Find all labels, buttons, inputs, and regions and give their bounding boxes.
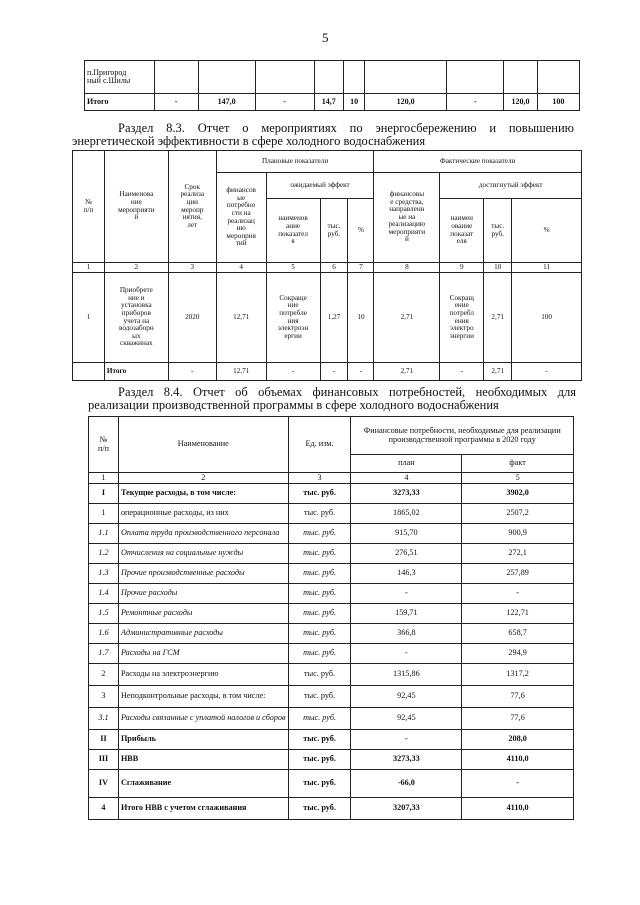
header-achieved: достигнутый эффект	[440, 173, 582, 199]
row-num: 1.6	[89, 624, 119, 644]
header-plan: план	[351, 455, 462, 473]
col-number: 6	[320, 263, 348, 273]
row-name: Прибыль	[118, 730, 288, 750]
section-8-3-table	[72, 150, 582, 381]
total-cell: -	[348, 363, 374, 381]
col-number: 1	[73, 263, 105, 273]
header-fin: Финансовые потребности, необходимые для реализации производственной программы в 2020 году	[351, 417, 574, 455]
col-number: 7	[348, 263, 374, 273]
header-plan-fin: финансов ые потребно сти на реализац ию мероприя тий	[216, 173, 266, 263]
row-fact: 4110,0	[462, 750, 574, 770]
header-name: Наименование	[118, 417, 288, 473]
row-unit: тыс. руб.	[288, 730, 351, 750]
table-row	[89, 730, 574, 750]
total-cell: -	[168, 363, 216, 381]
header-fact-fin: финансовы е средства, направленн ые на реализацию мероприяти й	[374, 173, 440, 263]
row-unit: тыс. руб.	[288, 770, 351, 798]
row-unit: тыс. руб.	[288, 798, 351, 820]
table-row	[89, 524, 574, 544]
table-row	[89, 564, 574, 584]
total-cell: 12,71	[216, 363, 266, 381]
row-name: Расходы связанные с уплатой налогов и сборов	[118, 708, 288, 730]
row-fact: 77,6	[462, 708, 574, 730]
row-plan: 3207,33	[351, 798, 462, 820]
row-fact: 272,1	[462, 544, 574, 564]
row-num: 1.3	[89, 564, 119, 584]
row-num: 3.1	[89, 708, 119, 730]
header-num: № п/п	[73, 151, 105, 263]
table-row	[89, 686, 574, 708]
row-fact: 294,9	[462, 644, 574, 664]
row-plan: 915,70	[351, 524, 462, 544]
row-fact: 1317,2	[462, 664, 574, 686]
row-fact: 4110,0	[462, 798, 574, 820]
row-unit: тыс. руб.	[288, 624, 351, 644]
row-ach-pct: 100	[512, 273, 582, 363]
row-num: 1.7	[89, 644, 119, 664]
col-number: 11	[512, 263, 582, 273]
col-number: 4	[351, 473, 462, 484]
row-plan: -66,0	[351, 770, 462, 798]
row-num: IV	[89, 770, 119, 798]
row-plan: 3273,33	[351, 750, 462, 770]
top-continuation-table	[84, 60, 580, 111]
table-row	[89, 624, 574, 644]
row-unit: тыс. руб.	[288, 584, 351, 604]
row-name: Неподконтрольные расходы, в том числе:	[118, 686, 288, 708]
row-unit: тыс. руб.	[288, 564, 351, 584]
header-fact: факт	[462, 455, 574, 473]
total-cell: -	[512, 363, 582, 381]
col-number: 4	[216, 263, 266, 273]
row-num: 3	[89, 686, 119, 708]
row-fact: -	[462, 584, 574, 604]
col-number: 2	[118, 473, 288, 484]
total-cell: 14,7	[314, 94, 343, 111]
row-fact: -	[462, 770, 574, 798]
row-name: Прочие расходы	[118, 584, 288, 604]
col-number: 1	[89, 473, 119, 484]
row-name: Отчисления на социальные нужды	[118, 544, 288, 564]
total-cell: 2,71	[484, 363, 512, 381]
table-row	[89, 504, 574, 524]
section-8-4-table	[88, 416, 574, 820]
row-name: НВВ	[118, 750, 288, 770]
total-cell: 2,71	[374, 363, 440, 381]
table-row	[89, 644, 574, 664]
total-cell: -	[447, 94, 504, 111]
row-name: Прочие производственные расходы	[118, 564, 288, 584]
col-number: 5	[462, 473, 574, 484]
row-num: 1.4	[89, 584, 119, 604]
table-row	[89, 798, 574, 820]
total-cell: -	[440, 363, 484, 381]
row-unit: тыс. руб.	[288, 604, 351, 624]
row-plan: 146,3	[351, 564, 462, 584]
row-unit: тыс. руб.	[288, 504, 351, 524]
row-name: операционные расходы, из них	[118, 504, 288, 524]
row-unit: тыс. руб.	[288, 664, 351, 686]
row-plan: 3273,33	[351, 484, 462, 504]
row-fact-fin: 2,71	[374, 273, 440, 363]
row-fact: 2507,2	[462, 504, 574, 524]
row-name: Сглаживание	[118, 770, 288, 798]
row-exp-pct: 10	[348, 273, 374, 363]
row-exp-rub: 1,27	[320, 273, 348, 363]
row-unit: тыс. руб.	[288, 524, 351, 544]
header-term: Срок реализа ции меропр иятия, лет	[168, 151, 216, 263]
row-num: 1.2	[89, 544, 119, 564]
total-cell: -	[320, 363, 348, 381]
total-cell: -	[266, 363, 320, 381]
row-plan: -	[351, 584, 462, 604]
row-num: III	[89, 750, 119, 770]
section-8-4-title: Раздел 8.4. Отчет об объемах финансовых потребностей, необходимых для реализации производственной программы в сфере холодного водоснабжения	[88, 385, 576, 412]
header-planned: Плановые показатели	[216, 151, 374, 173]
col-number: 2	[104, 263, 168, 273]
row-name: Ремонтные расходы	[118, 604, 288, 624]
table-row-total	[73, 363, 582, 381]
header-exp-pct: %	[348, 199, 374, 263]
table-row	[89, 584, 574, 604]
row-num: 1	[73, 273, 105, 363]
row-fact: 900,9	[462, 524, 574, 544]
row-num: II	[89, 730, 119, 750]
header-name: Наименова ние мероприяти й	[104, 151, 168, 263]
row-fact: 122,71	[462, 604, 574, 624]
row-ach-rub: 2,71	[484, 273, 512, 363]
table-row	[73, 273, 582, 363]
row-unit: тыс. руб.	[288, 708, 351, 730]
total-label: Итого	[104, 363, 168, 381]
total-cell: 120,0	[504, 94, 538, 111]
table-row-total	[85, 94, 580, 111]
row-fact: 658,7	[462, 624, 574, 644]
row-num: 4	[89, 798, 119, 820]
col-number: 8	[374, 263, 440, 273]
total-cell: -	[255, 94, 314, 111]
row-name: Расходы на электроэнергию	[118, 664, 288, 686]
row-name: Итого НВВ с учетом сглаживания	[118, 798, 288, 820]
header-expected: ожидаемый эффект	[266, 173, 374, 199]
row-unit: тыс. руб.	[288, 644, 351, 664]
total-cell: 120,0	[365, 94, 447, 111]
row-plan: 92,45	[351, 686, 462, 708]
row-fact: 77,6	[462, 686, 574, 708]
total-cell: 147,0	[198, 94, 255, 111]
row-unit: тыс. руб.	[288, 484, 351, 504]
col-number: 3	[168, 263, 216, 273]
header-actual: Фактические показатели	[374, 151, 582, 173]
col-number: 5	[266, 263, 320, 273]
table-row	[89, 664, 574, 686]
section-8-3-title: Раздел 8.3. Отчет о мероприятиях по энергосбережению и повышению энергетической эффективности в сфере холодного водоснабжения	[72, 121, 574, 148]
row-plan: -	[351, 644, 462, 664]
total-cell: 100	[537, 94, 579, 111]
table-row	[89, 484, 574, 504]
table-row	[85, 61, 580, 94]
row-name: Текущие расходы, в том числе:	[118, 484, 288, 504]
row-unit: тыс. руб.	[288, 686, 351, 708]
row-fact: 208,0	[462, 730, 574, 750]
table-row	[89, 708, 574, 730]
row-name: Приобрете ние и установка приборов учета на водозаборн ых скважинах	[104, 273, 168, 363]
page-number: 5	[322, 30, 329, 45]
total-cell: -	[154, 94, 198, 111]
row-plan: 276,51	[351, 544, 462, 564]
row-plan: 92,45	[351, 708, 462, 730]
row-plan: 1865,02	[351, 504, 462, 524]
row-num: I	[89, 484, 119, 504]
header-num: № п/п	[89, 417, 119, 473]
row-unit: тыс. руб.	[288, 750, 351, 770]
column-number-row	[73, 263, 582, 273]
row-num: 1.5	[89, 604, 119, 624]
column-number-row	[89, 473, 574, 484]
row-plan: 159,71	[351, 604, 462, 624]
row-num: 1	[89, 504, 119, 524]
row-plan-fin: 12,71	[216, 273, 266, 363]
row-num: 2	[89, 664, 119, 686]
row-num: 1.1	[89, 524, 119, 544]
col-number: 3	[288, 473, 351, 484]
row-term: 2020	[168, 273, 216, 363]
row-unit: тыс. руб.	[288, 544, 351, 564]
row-name: Административные расходы	[118, 624, 288, 644]
header-exp-name: наименов ание показател я	[266, 199, 320, 263]
row-ach-name: Сокращ ение потребл ения электро энергии	[440, 273, 484, 363]
header-ach-name: наимен ование показат еля	[440, 199, 484, 263]
row-plan: 1315,86	[351, 664, 462, 686]
row-name: Оплата труда производственного персонала	[118, 524, 288, 544]
row-exp-name: Сокраще ние потребле ния электроэн ергии	[266, 273, 320, 363]
row-plan: -	[351, 730, 462, 750]
col-number: 9	[440, 263, 484, 273]
table-row	[89, 770, 574, 798]
total-label: Итого	[85, 94, 155, 111]
total-cell: 10	[344, 94, 365, 111]
header-unit: Ед. изм.	[288, 417, 351, 473]
row-name: Расходы на ГСМ	[118, 644, 288, 664]
row-plan: 366,8	[351, 624, 462, 644]
municipality-cell: п.Пригород ный с.Шилы	[85, 61, 155, 94]
header-ach-rub: тыс. руб.	[484, 199, 512, 263]
col-number: 10	[484, 263, 512, 273]
table-row	[89, 750, 574, 770]
row-fact: 3902,0	[462, 484, 574, 504]
header-exp-rub: тыс. руб.	[320, 199, 348, 263]
table-row	[89, 544, 574, 564]
row-fact: 257,89	[462, 564, 574, 584]
table-row	[89, 604, 574, 624]
header-ach-pct: %	[512, 199, 582, 263]
